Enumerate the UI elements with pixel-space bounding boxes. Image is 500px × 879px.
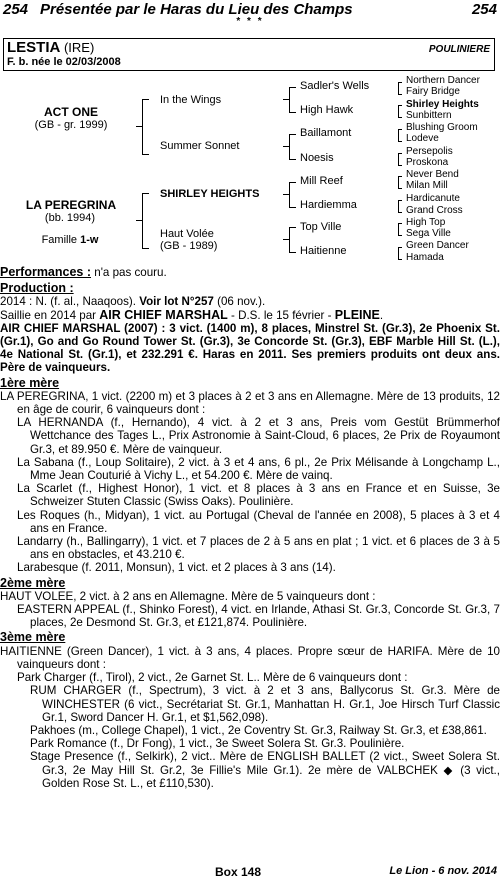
first-dam-heading: 1ère mère <box>0 375 60 390</box>
horse-box <box>3 38 495 71</box>
box-number: Box 148 <box>215 865 262 879</box>
third-dam-produce-4: Stage Presence (f., Selkirk), 2 vict.. Mère de ENGLISH BALLET (2 vict., Sweet Solera St. Gr.3, 2e May Hill St. Gr.2, 3e Fillie's Mile Gr.1). 2e mère de VALBCHEK ◆ (3 vict., Golden Rose St. L., et £110,530). <box>30 750 500 790</box>
dam-info: (bb. 1994) <box>44 212 96 224</box>
g4-8: Never Bend <box>406 169 459 180</box>
lot-title: Présentée par le Haras du Lieu des Champs <box>40 1 353 18</box>
g4-1: Fairy Bridge <box>406 86 460 97</box>
bracket-g3 <box>398 153 402 166</box>
dam-name: LA PEREGRINA <box>25 198 117 212</box>
third-dam-produce-3: Park Romance (f., Dr Fong), 1 vict., 3e Sweet Solera St. Gr.3. Poulinière. <box>30 737 405 751</box>
bracket-g3 <box>398 200 402 213</box>
first-dam-produce-5: Larabesque (f. 2011, Monsun), 1 vict. et 2 places à 3 ans (14). <box>17 561 336 575</box>
g4-0: Northern Dancer <box>406 75 480 86</box>
production-line-1: 2014 : N. (f. al., Naaqoos). Voir lot N°257 (06 nov.). <box>0 295 266 309</box>
g4-6: Persepolis <box>406 146 453 157</box>
horse-origin: (IRE) <box>63 40 95 55</box>
pedigree <box>0 72 500 267</box>
bracket-g3 <box>398 247 402 260</box>
second-dam-heading: 2ème mère <box>0 575 66 590</box>
bracket-tick <box>136 126 142 127</box>
g3-6: Top Ville <box>300 221 342 233</box>
sire-info: (GB - gr. 1999) <box>34 119 108 131</box>
bracket-g2 <box>289 134 296 160</box>
third-dam-heading: 3ème mère <box>0 630 66 645</box>
horse-name: LESTIA (IRE) <box>7 39 95 56</box>
performances: Performances : n'a pas couru. <box>0 265 167 279</box>
g4-14: Green Dancer <box>406 240 469 251</box>
g4-10: Hardicanute <box>406 193 460 204</box>
bracket-tick <box>136 220 142 221</box>
g4-15: Hamada <box>406 252 444 263</box>
horse-description: F. b. née le 02/03/2008 <box>7 56 121 68</box>
g4-9: Milan Mill <box>406 180 448 191</box>
production-line-2: Saillie en 2014 par AIR CHIEF MARSHAL - D.S. le 15 février - PLEINE. <box>0 307 384 322</box>
first-dam-produce-1: La Sabana (f., Loup Solitaire), 2 vict. à 3 et 4 ans, 6 pl., 2e Prix Mélisande à Longchamp L., Mme Jean Couturié à Vichy L., et 54.200 €. Mère de vainq. <box>17 455 500 483</box>
first-dam-produce-4: Landarry (h., Ballingarry), 1 vict. et 7 places de 2 à 5 ans en plat ; 1 vict. et 6 places de 3 à 5 ans en obstacles, et 43.210 €. <box>17 535 500 562</box>
g3-3: Noesis <box>300 152 334 164</box>
third-dam-produce-1: RUM CHARGER (f., Spectrum), 3 vict. à 2 et 3 ans, Ballycorus St. Gr.3. Mère de WINCHESTER (6 vict., Secrétariat St. Gr.1, Manhattan H. Gr.1, Joe Hirsch Turf Classic Gr.1, Sword Dancer H. Gr.1, et $1,562,098). <box>30 684 500 724</box>
dam-sire: SHIRLEY HEIGHTS <box>160 188 260 200</box>
g3-5: Hardiemma <box>300 199 357 211</box>
sire-dam: Summer Sonnet <box>160 140 240 152</box>
sale-info: Le Lion - 6 nov. 2014 <box>389 865 497 877</box>
third-dam-produce-0: Park Charger (f., Tirol), 2 vict., 2e Garnet St. L.. Mère de 6 vainqueurs dont : <box>17 671 408 685</box>
g4-13: Sega Ville <box>406 228 451 239</box>
bracket-tick <box>283 146 289 147</box>
bracket-g3 <box>398 176 402 189</box>
bracket-g3 <box>398 223 402 236</box>
g3-2: Baillamont <box>300 127 352 139</box>
g3-0: Sadler's Wells <box>300 80 370 92</box>
bracket-g2 <box>289 227 296 253</box>
third-dam-produce-2: Pakhoes (m., College Chapel), 1 vict., 2e Coventry St. Gr.3, Railway St. Gr.3, et £38,861. <box>30 723 487 737</box>
bracket-dam <box>142 193 149 249</box>
separator-stars: * * * <box>236 16 264 27</box>
page-footer <box>0 865 500 879</box>
bracket-g2 <box>289 87 296 113</box>
g3-1: High Hawk <box>300 104 354 116</box>
first-dam-intro: LA PEREGRINA, 1 vict. (2200 m) et 3 places à 2 et 3 ans en Allemagne. Mère de 13 produits, 12 en âge de courir, 6 vainqueurs dont : <box>0 389 500 417</box>
horse-type: POULINIERE <box>428 44 490 55</box>
g4-2: Shirley Heights <box>406 99 479 110</box>
g3-4: Mill Reef <box>300 175 343 187</box>
first-dam-produce-2: La Scarlet (f., Highest Honor), 1 vict. et 8 places à 3 ans en France et en Suisse, 3e Schweizer Stuten Classic (Swiss Oaks). Poulinière. <box>17 482 500 509</box>
first-dam-produce-3: Les Roques (h., Midyan), 1 vict. au Portugal (Cheval de l'année en 2008), 5 places à 3 et 4 ans en France. <box>17 508 500 535</box>
g4-7: Proskona <box>406 157 449 168</box>
sire-sire: In the Wings <box>160 94 222 106</box>
bracket-g3 <box>398 105 402 118</box>
bracket-g2 <box>289 182 296 208</box>
third-dam-intro: HAITIENNE (Green Dancer), 1 vict. à 3 ans, 4 places. Propre sœur de HARIFA. Mère de 10 vainqueurs dont : <box>0 644 500 671</box>
g4-5: Lodeve <box>406 133 439 144</box>
g4-4: Blushing Groom <box>406 122 478 133</box>
sire-name: ACT ONE <box>44 105 98 119</box>
production-heading: Production : <box>0 281 74 296</box>
catalogue-body <box>0 266 500 790</box>
g4-11: Grand Cross <box>406 205 463 216</box>
second-dam-intro: HAUT VOLEE, 2 vict. à 2 ans en Allemagne. Mère de 5 vainqueurs dont : <box>0 589 376 603</box>
bracket-tick <box>283 239 289 240</box>
g4-3: Sunbittern <box>406 110 452 121</box>
g3-7: Haitienne <box>300 245 347 257</box>
stallion-note: AIR CHIEF MARSHAL (2007) : 3 vict. (1400 m), 8 places, Minstrel St. (Gr.3), 2e Phoenix St. (Gr.1), Go and Go Round Tower St. (Gr.3), 3e Concorde St. (Gr.3), EBF Marble Hill St. (L.), 4e National St. (Gr.1), et 232.291 €. Haras en 2011. Ses premiers produits ont deux ans. Père de vainqueurs. <box>0 321 500 375</box>
lot-number-right: 254 <box>471 1 497 18</box>
g4-12: High Top <box>406 217 446 228</box>
bracket-tick <box>283 99 289 100</box>
bracket-tick <box>283 194 289 195</box>
bracket-g3 <box>398 129 402 142</box>
family: Famille 1-w <box>41 234 99 246</box>
second-dam-produce-0: EASTERN APPEAL (f., Shinko Forest), 4 vict. en Irlande, Athasi St. Gr.3, Concorde St. Gr.3, 7 places, 2e Desmond St. Gr.3, et £121,874. Poulinière. <box>17 603 500 630</box>
lot-number-left: 254 <box>3 1 29 18</box>
dam-dam-info: (GB - 1989) <box>160 240 218 252</box>
bracket-g3 <box>398 82 402 95</box>
dam-dam: Haut Volée <box>160 228 214 240</box>
bracket-sire <box>142 99 149 155</box>
first-dam-produce-0: LA HERNANDA (f., Hernando), 4 vict. à 2 et 3 ans, Preis vom Gestüt Brümmerhof Wettchance des Tages L., Prix Astronomie à Saint-Cloud, 6 places, 2e Prix de Royaumont Gr.3, et 89.950 €. Mère de vainqueur. <box>17 416 500 456</box>
